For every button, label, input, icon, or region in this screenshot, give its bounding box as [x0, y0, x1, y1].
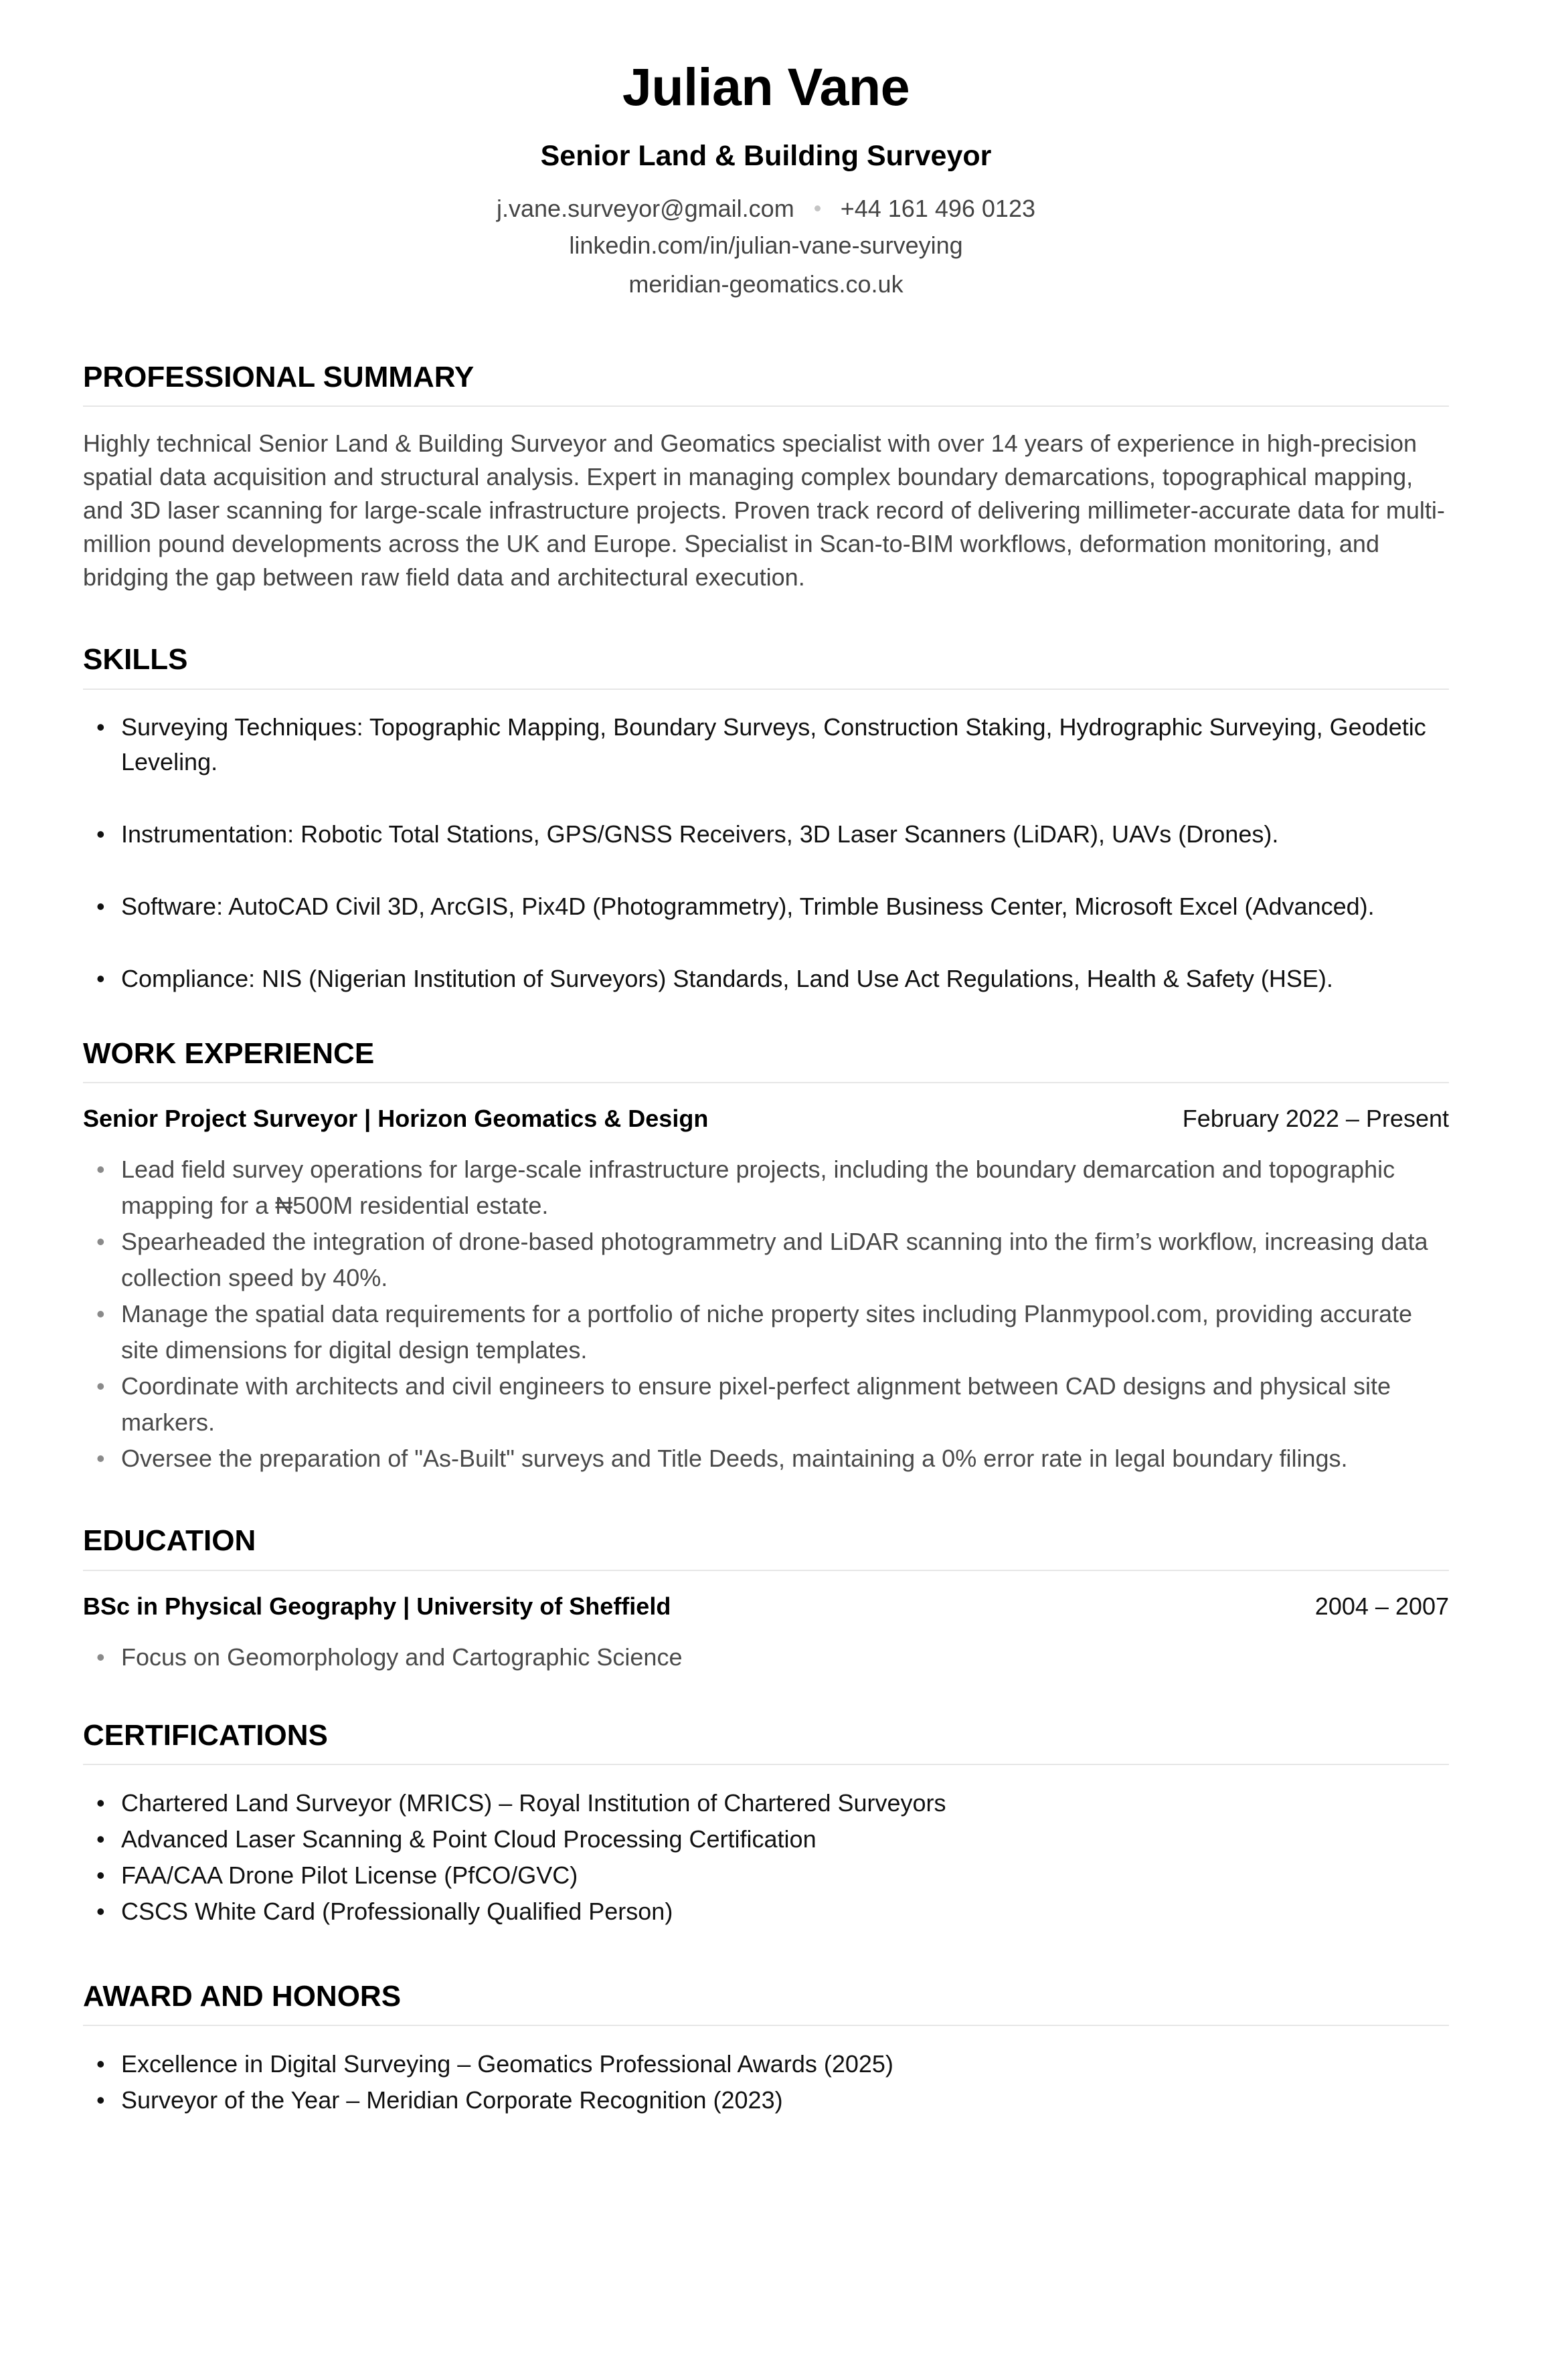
contact-line	[83, 197, 1449, 221]
position-title: Senior Project Surveyor | Horizon Geomatics & Design	[83, 1105, 709, 1133]
bullet-icon: •	[96, 1861, 105, 1890]
experience-section	[83, 1038, 1449, 1477]
bullet-icon: •	[96, 2050, 105, 2078]
list-item: • Excellence in Digital Surveying – Geomatics Professional Awards (2025)	[83, 2046, 1449, 2082]
list-item: • Software: AutoCAD Civil 3D, ArcGIS, Pix4D (Photogrammetry), Trimble Business Center, Microsoft Excel (Advanced).	[83, 889, 1449, 924]
education-section	[83, 1525, 1449, 1675]
candidate-name: Julian Vane	[622, 57, 910, 116]
skills-list	[83, 710, 1449, 996]
section-heading: SKILLS	[83, 644, 1449, 689]
separator-dot	[815, 205, 821, 211]
bullet-icon: •	[96, 1643, 105, 1671]
bullet-icon: •	[96, 1372, 105, 1400]
email-link[interactable]: j.vane.surveyor@gmail.com	[497, 195, 794, 223]
certifications-list	[83, 1785, 1449, 1930]
list-item: • Compliance: NIS (Nigerian Institution of Surveyors) Standards, Land Use Act Regulations, Health & Safety (HSE).	[83, 962, 1449, 996]
list-item: • Manage the spatial data requirements for a portfolio of niche property sites including Planmypool.com, providing accurate site dimensions for digital design templates.	[83, 1296, 1449, 1368]
list-item: • Surveying Techniques: Topographic Mapping, Boundary Surveys, Construction Staking, Hydrographic Surveying, Geodetic Leveling.	[83, 710, 1449, 780]
linkedin-link[interactable]: linkedin.com/in/julian-vane-surveying	[569, 232, 963, 260]
list-item: • Focus on Geomorphology and Cartographic Science	[83, 1639, 1449, 1675]
list-item: • Lead field survey operations for large-scale infrastructure projects, including the boundary demarcation and topographic mapping for a ₦500M residential estate.	[83, 1152, 1449, 1224]
bullet-icon: •	[96, 964, 105, 992]
bullet-icon: •	[96, 1228, 105, 1256]
bullet-icon: •	[96, 1789, 105, 1817]
skills-section	[83, 644, 1449, 996]
phone-number[interactable]: +44 161 496 0123	[840, 195, 1035, 223]
list-item: • Coordinate with architects and civil engineers to ensure pixel-perfect alignment between CAD designs and physical site markers.	[83, 1368, 1449, 1441]
job-title: Senior Land & Building Surveyor	[540, 140, 992, 173]
education-details	[83, 1639, 1449, 1675]
bullet-icon: •	[96, 2086, 105, 2114]
list-item: • Surveyor of the Year – Meridian Corporate Recognition (2023)	[83, 2082, 1449, 2118]
list-item: • Chartered Land Surveyor (MRICS) – Royal Institution of Chartered Surveyors	[83, 1785, 1449, 1821]
bullet-icon: •	[96, 1898, 105, 1926]
bullet-icon: •	[96, 1445, 105, 1473]
section-heading: EDUCATION	[83, 1525, 1449, 1570]
bullet-icon: •	[96, 1825, 105, 1853]
list-item: • Advanced Laser Scanning & Point Cloud Processing Certification	[83, 1821, 1449, 1857]
awards-section	[83, 1981, 1449, 2118]
certifications-section	[83, 1720, 1449, 1930]
section-heading: WORK EXPERIENCE	[83, 1038, 1449, 1083]
awards-list	[83, 2046, 1449, 2118]
list-item: • Oversee the preparation of "As-Built" surveys and Title Deeds, maintaining a 0% error rate in legal boundary filings.	[83, 1441, 1449, 1477]
education-header	[83, 1592, 1449, 1621]
section-heading: AWARD AND HONORS	[83, 1981, 1449, 2026]
job-header	[83, 1105, 1449, 1133]
bullet-icon: •	[96, 892, 105, 920]
website-link[interactable]: meridian-geomatics.co.uk	[628, 270, 904, 298]
list-item: • CSCS White Card (Professionally Qualified Person)	[83, 1894, 1449, 1930]
bullet-icon: •	[96, 1156, 105, 1184]
list-item: • Instrumentation: Robotic Total Stations, GPS/GNSS Receivers, 3D Laser Scanners (LiDAR), UAVs (Drones).	[83, 817, 1449, 852]
bullet-icon: •	[96, 1300, 105, 1328]
position-date: February 2022 – Present	[1182, 1105, 1449, 1133]
bullet-icon: •	[96, 713, 105, 741]
bullet-icon: •	[96, 820, 105, 848]
resume-header	[83, 0, 1449, 296]
summary-section	[83, 361, 1449, 594]
list-item: • Spearheaded the integration of drone-based photogrammetry and LiDAR scanning into the firm’s workflow, increasing data collection speed by 40%.	[83, 1224, 1449, 1296]
responsibilities-list	[83, 1152, 1449, 1477]
list-item: • FAA/CAA Drone Pilot License (PfCO/GVC)	[83, 1857, 1449, 1894]
section-heading: CERTIFICATIONS	[83, 1720, 1449, 1765]
section-heading: PROFESSIONAL SUMMARY	[83, 361, 1449, 407]
summary-text: Highly technical Senior Land & Building Surveyor and Geomatics specialist with over 14 years of experience in high-precision spatial data acquisition and structural analysis. Expert in managing complex boundary demarcations, topographical mapping, and 3D laser scanning for large-scale infrastructure projects. Proven track record of delivering millimeter-accurate data for multi-million pound developments across the UK and Europe. Specialist in Scan-to-BIM workflows, deformation monitoring, and bridging the gap between raw field data and architectural execution.	[83, 430, 1445, 591]
degree-title: BSc in Physical Geography | University of Sheffield	[83, 1592, 671, 1620]
education-date: 2004 – 2007	[1314, 1592, 1449, 1620]
